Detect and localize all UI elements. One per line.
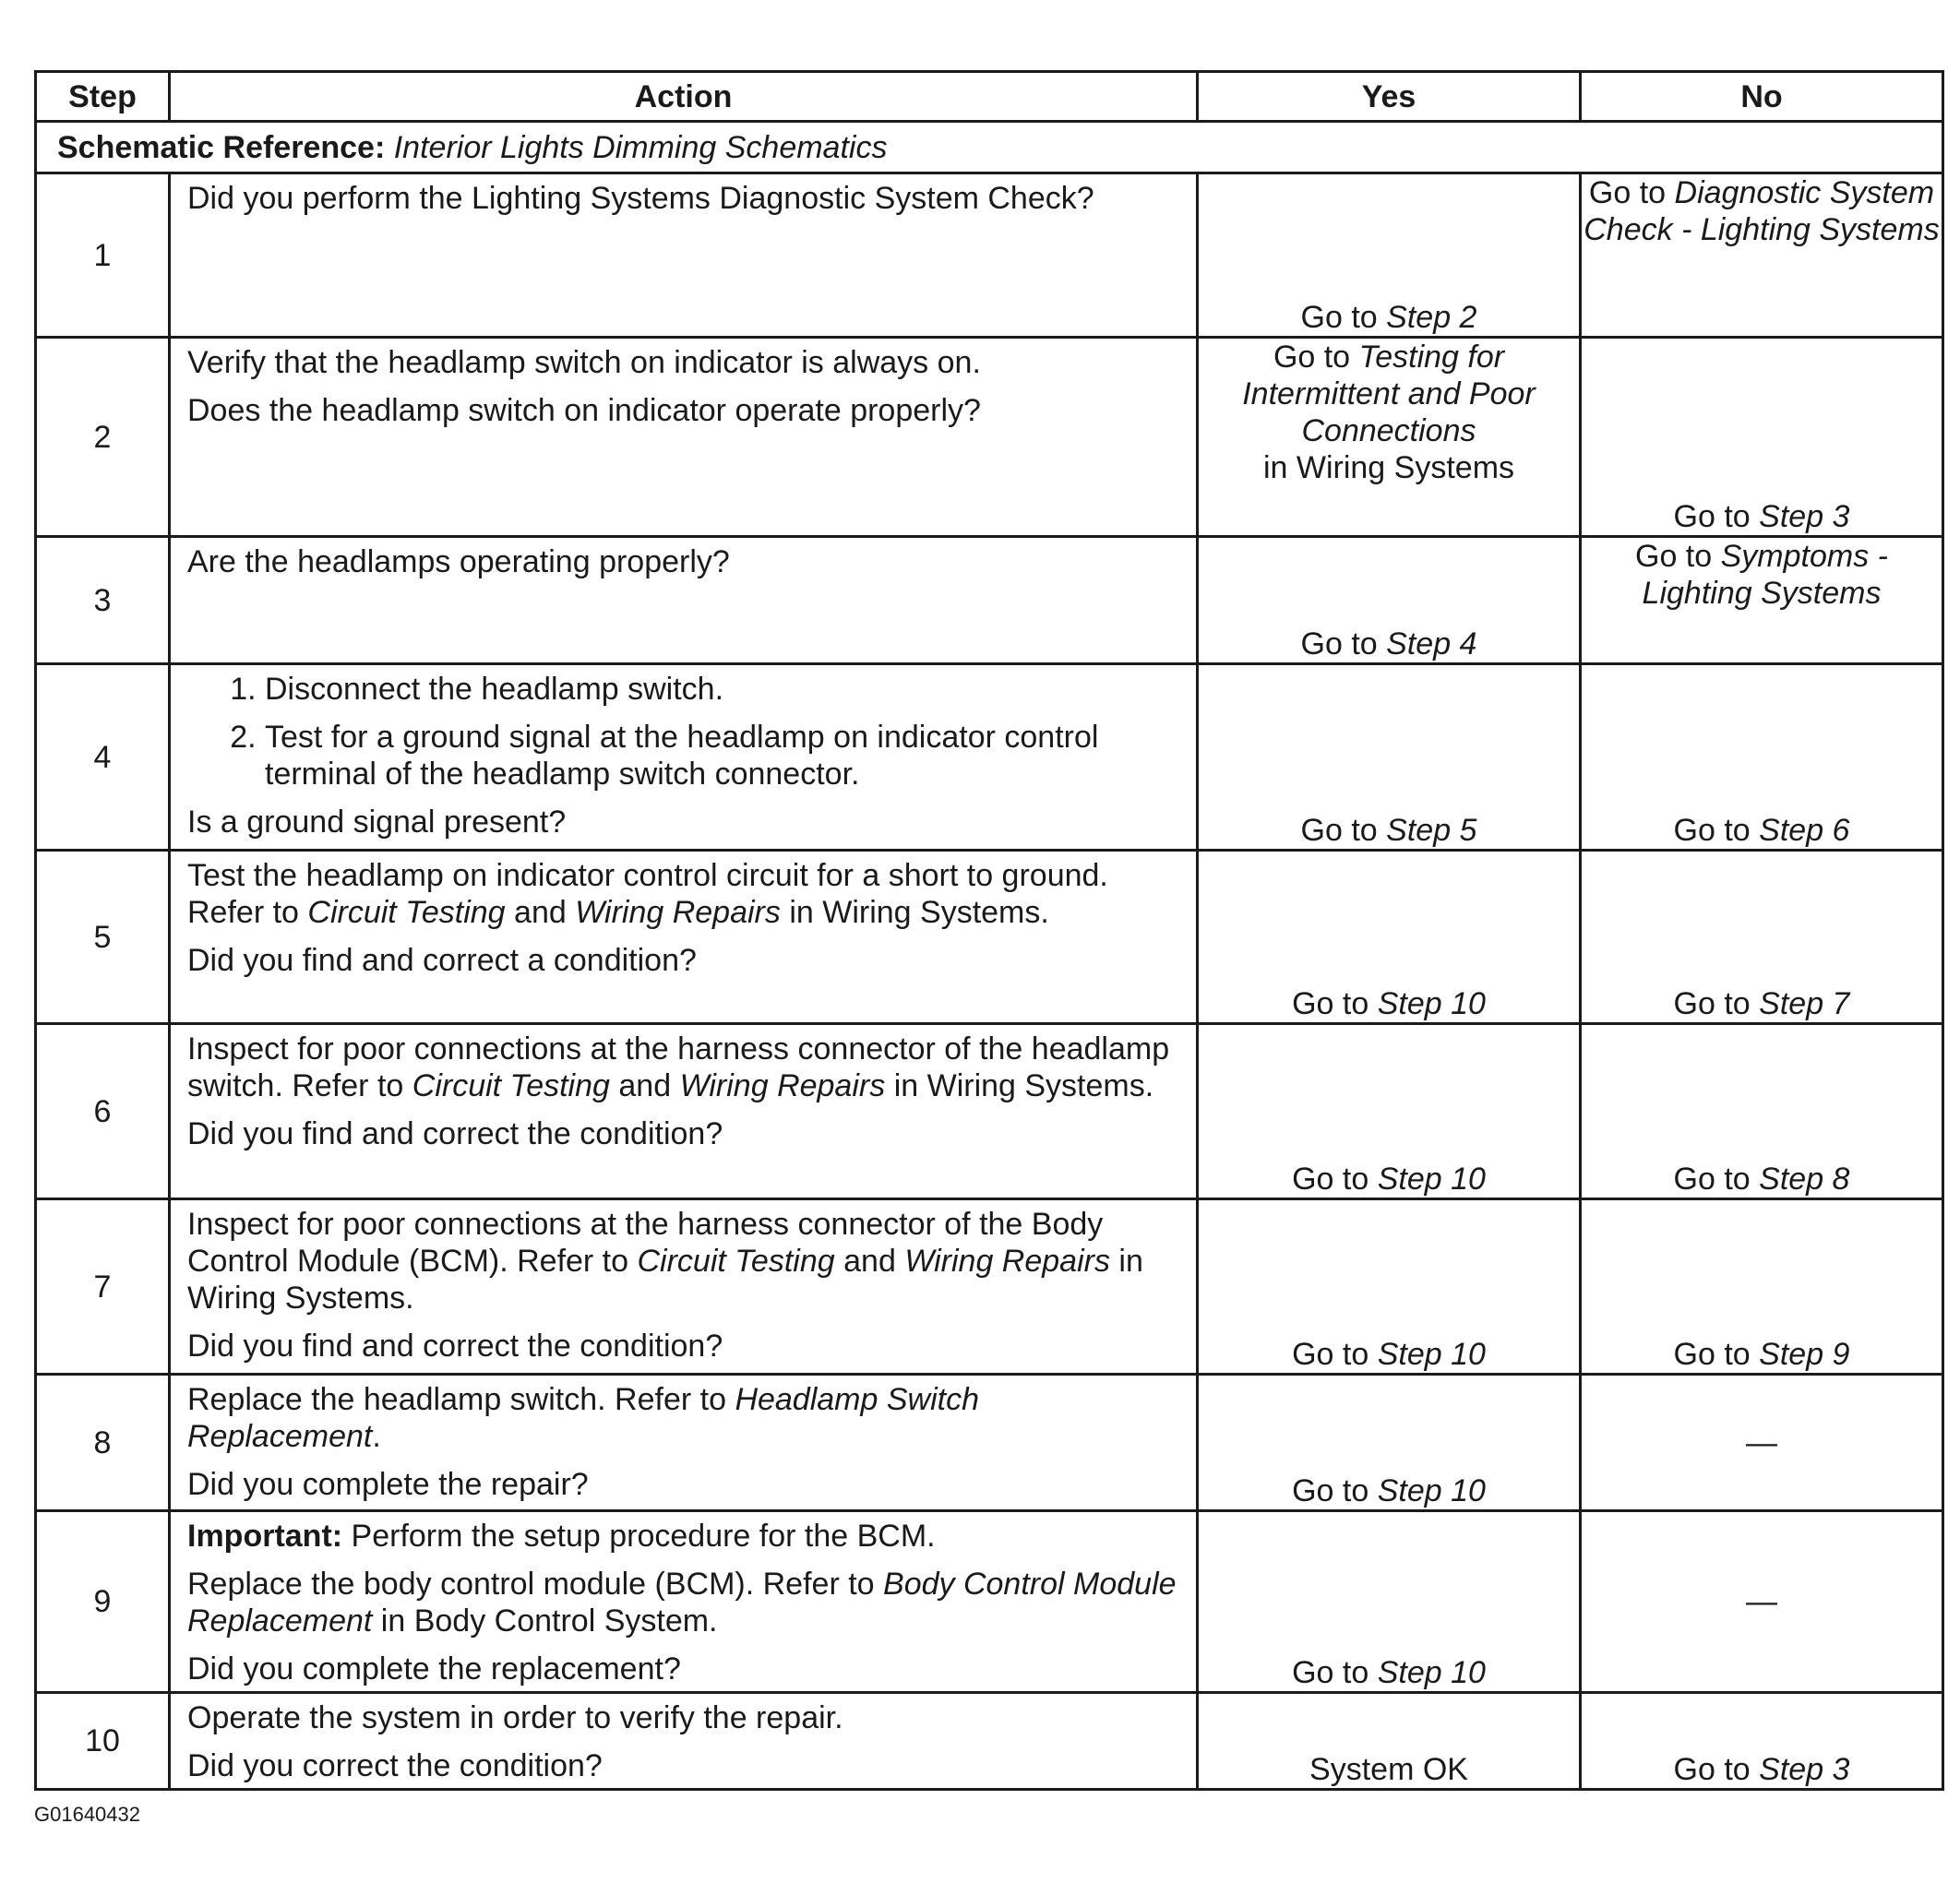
list-item: 1. Disconnect the headlamp switch. [265, 671, 1179, 708]
no-cell [1581, 664, 1943, 851]
no-cell [1581, 537, 1943, 664]
action-text-pre: Inspect for poor connections at the harness connector of the Body Control Module (BCM). Refer to [187, 1207, 1104, 1279]
wiring-repairs-link[interactable]: Wiring Repairs [679, 1068, 886, 1103]
no-cell [1581, 851, 1943, 1024]
action-text-post: in Wiring Systems. [789, 895, 1049, 930]
table-row [36, 851, 1943, 1024]
circuit-testing-link[interactable]: Circuit Testing [307, 895, 506, 930]
action-text: Did you perform the Lighting Systems Diagnostic System Check? [187, 181, 1094, 216]
circuit-testing-link[interactable]: Circuit Testing [412, 1068, 610, 1103]
no-cell [1581, 1511, 1943, 1693]
yes-ref-link[interactable]: Step 4 [1386, 626, 1477, 661]
action-text-pre: Inspect for poor connections at the harness connector of the headlamp switch. Refer to [187, 1031, 1170, 1103]
yes-cell [1198, 1199, 1581, 1375]
action-question: Did you find and correct the condition? [187, 1329, 723, 1364]
no-ref-link[interactable]: Step 8 [1759, 1162, 1850, 1197]
no-cell [1581, 173, 1943, 338]
step-number: 2 [36, 338, 170, 537]
action-cell [170, 173, 1198, 338]
table-row [36, 1199, 1943, 1375]
yes-cell [1198, 851, 1581, 1024]
action-cell [170, 537, 1198, 664]
action-cell [170, 664, 1198, 851]
table-row [36, 1693, 1943, 1790]
action-cell [170, 1511, 1198, 1693]
action-text-post: in Wiring Systems. [893, 1068, 1154, 1103]
no-ref-link[interactable]: Step 7 [1759, 986, 1850, 1021]
action-question: Did you correct the condition? [187, 1748, 603, 1783]
action-text [187, 1206, 1179, 1317]
diagnostic-table [34, 70, 1944, 1791]
table-row [36, 664, 1943, 851]
yes-ref-link[interactable]: Testing for Intermittent and Poor Connections [1242, 340, 1536, 448]
yes-prefix: Go to [1292, 986, 1369, 1021]
step-number: 1 [36, 173, 170, 338]
table-row [36, 537, 1943, 664]
action-cell [170, 1693, 1198, 1790]
headlamp-switch-replacement-link[interactable]: Headlamp Switch Replacement [187, 1382, 979, 1454]
action-question: Is a ground signal present? [187, 804, 567, 840]
table-row [36, 338, 1943, 537]
yes-ref-link[interactable]: Step 10 [1377, 1162, 1486, 1197]
header-step: Step [36, 72, 170, 122]
yes-prefix: Go to [1300, 626, 1378, 661]
action-text-pre: Replace the headlamp switch. Refer to [187, 1382, 726, 1417]
yes-prefix: Go to [1300, 300, 1378, 335]
no-cell [1581, 1199, 1943, 1375]
yes-prefix: Go to [1292, 1162, 1369, 1197]
step-number: 9 [36, 1511, 170, 1693]
yes-cell [1198, 1511, 1581, 1693]
circuit-testing-link[interactable]: Circuit Testing [637, 1244, 835, 1279]
step-number: 10 [36, 1693, 170, 1790]
wiring-repairs-link[interactable]: Wiring Repairs [575, 895, 781, 930]
no-prefix: Go to [1673, 499, 1751, 534]
no-prefix: Go to [1673, 1752, 1751, 1787]
yes-text: System OK [1309, 1752, 1468, 1787]
no-dash: — [1746, 1584, 1777, 1619]
no-cell [1581, 1024, 1943, 1199]
yes-cell [1198, 664, 1581, 851]
action-cell [170, 1199, 1198, 1375]
yes-ref-link[interactable]: Step 10 [1377, 1655, 1486, 1690]
step-number: 4 [36, 664, 170, 851]
step-number: 3 [36, 537, 170, 664]
no-ref-link[interactable]: Symptoms - Lighting Systems [1642, 539, 1888, 611]
schematic-reference-row [36, 122, 1943, 173]
no-ref-link[interactable]: Step 3 [1759, 1752, 1850, 1787]
action-text-post: . [372, 1419, 381, 1454]
action-question: Did you find and correct the condition? [187, 1116, 723, 1151]
list-item: 2. Test for a ground signal at the headlamp on indicator control terminal of the headlamp switch connector. [265, 719, 1179, 793]
important-text: Perform the setup procedure for the BCM. [351, 1519, 936, 1554]
no-ref-link[interactable]: Step 9 [1759, 1337, 1850, 1372]
table-row [36, 1375, 1943, 1511]
action-text-pre: Test the headlamp on indicator control circuit for a short to ground. Refer to [187, 858, 1108, 930]
action-text [187, 1566, 1179, 1639]
yes-ref-link[interactable]: Step 10 [1377, 1337, 1486, 1372]
action-question: Does the headlamp switch on indicator operate properly? [187, 393, 981, 428]
step-number: 6 [36, 1024, 170, 1199]
important-note [187, 1518, 1179, 1555]
important-label: Important: [187, 1519, 343, 1554]
yes-cell [1198, 173, 1581, 338]
step-number: 7 [36, 1199, 170, 1375]
action-text: Operate the system in order to verify the repair. [187, 1700, 843, 1735]
bcm-replacement-link[interactable]: Body Control Module Replacement [187, 1567, 1177, 1639]
no-prefix: Go to [1673, 1162, 1751, 1197]
no-prefix: Go to [1635, 539, 1713, 574]
no-prefix: Go to [1673, 986, 1751, 1021]
wiring-repairs-link[interactable]: Wiring Repairs [904, 1244, 1110, 1279]
action-question: Did you complete the repair? [187, 1467, 589, 1502]
yes-prefix: Go to [1273, 340, 1351, 375]
no-prefix: Go to [1588, 175, 1667, 210]
schematic-reference-link[interactable]: Interior Lights Dimming Schematics [393, 129, 888, 165]
table-row [36, 1024, 1943, 1199]
yes-cell [1198, 1375, 1581, 1511]
step-number: 8 [36, 1375, 170, 1511]
yes-ref-link[interactable]: Step 5 [1386, 813, 1477, 848]
yes-cell [1198, 338, 1581, 537]
action-text: Are the headlamps operating properly? [187, 544, 730, 579]
action-cell [170, 1375, 1198, 1511]
no-prefix: Go to [1673, 813, 1751, 848]
schematic-reference [36, 122, 1943, 173]
action-question: Did you complete the replacement? [187, 1651, 681, 1686]
yes-prefix: Go to [1292, 1655, 1369, 1690]
yes-cell [1198, 1693, 1581, 1790]
yes-suffix: in Wiring Systems [1262, 450, 1515, 485]
figure-code: G01640432 [34, 1803, 140, 1826]
yes-cell [1198, 537, 1581, 664]
step-number: 5 [36, 851, 170, 1024]
no-cell [1581, 338, 1943, 537]
action-text-post: in Body Control System. [380, 1603, 718, 1639]
header-action: Action [170, 72, 1198, 122]
action-text [187, 1031, 1179, 1104]
action-cell [170, 338, 1198, 537]
schematic-reference-label: Schematic Reference: [57, 129, 386, 165]
no-cell [1581, 1375, 1943, 1511]
yes-ref-link[interactable]: Step 10 [1377, 1473, 1486, 1508]
no-ref-link[interactable]: Diagnostic System Check - Lighting Systems [1584, 175, 1940, 247]
no-cell [1581, 1693, 1943, 1790]
action-question: Did you find and correct a condition? [187, 943, 697, 978]
action-text-and: and [514, 895, 567, 930]
yes-cell [1198, 1024, 1581, 1199]
no-prefix: Go to [1673, 1337, 1751, 1372]
yes-ref-link[interactable]: Step 10 [1377, 986, 1486, 1021]
header-row [36, 72, 1943, 122]
action-list [187, 671, 1179, 793]
yes-prefix: Go to [1292, 1473, 1369, 1508]
yes-prefix: Go to [1300, 813, 1378, 848]
action-text-post: in Wiring Systems. [187, 1244, 1143, 1316]
no-ref-link[interactable]: Step 3 [1759, 499, 1850, 534]
header-no: No [1581, 72, 1943, 122]
action-text [187, 857, 1179, 931]
no-dash: — [1746, 1424, 1777, 1460]
header-yes: Yes [1198, 72, 1581, 122]
action-cell [170, 851, 1198, 1024]
action-text: Verify that the headlamp switch on indicator is always on. [187, 345, 981, 380]
action-text [187, 1381, 1179, 1455]
yes-ref-link[interactable]: Step 2 [1386, 300, 1477, 335]
action-text-pre: Replace the body control module (BCM). Refer to [187, 1567, 875, 1602]
yes-prefix: Go to [1292, 1337, 1369, 1372]
table-row [36, 173, 1943, 338]
table-row [36, 1511, 1943, 1693]
action-cell [170, 1024, 1198, 1199]
action-text-and: and [843, 1244, 896, 1279]
action-text-and: and [618, 1068, 672, 1103]
no-ref-link[interactable]: Step 6 [1759, 813, 1850, 848]
